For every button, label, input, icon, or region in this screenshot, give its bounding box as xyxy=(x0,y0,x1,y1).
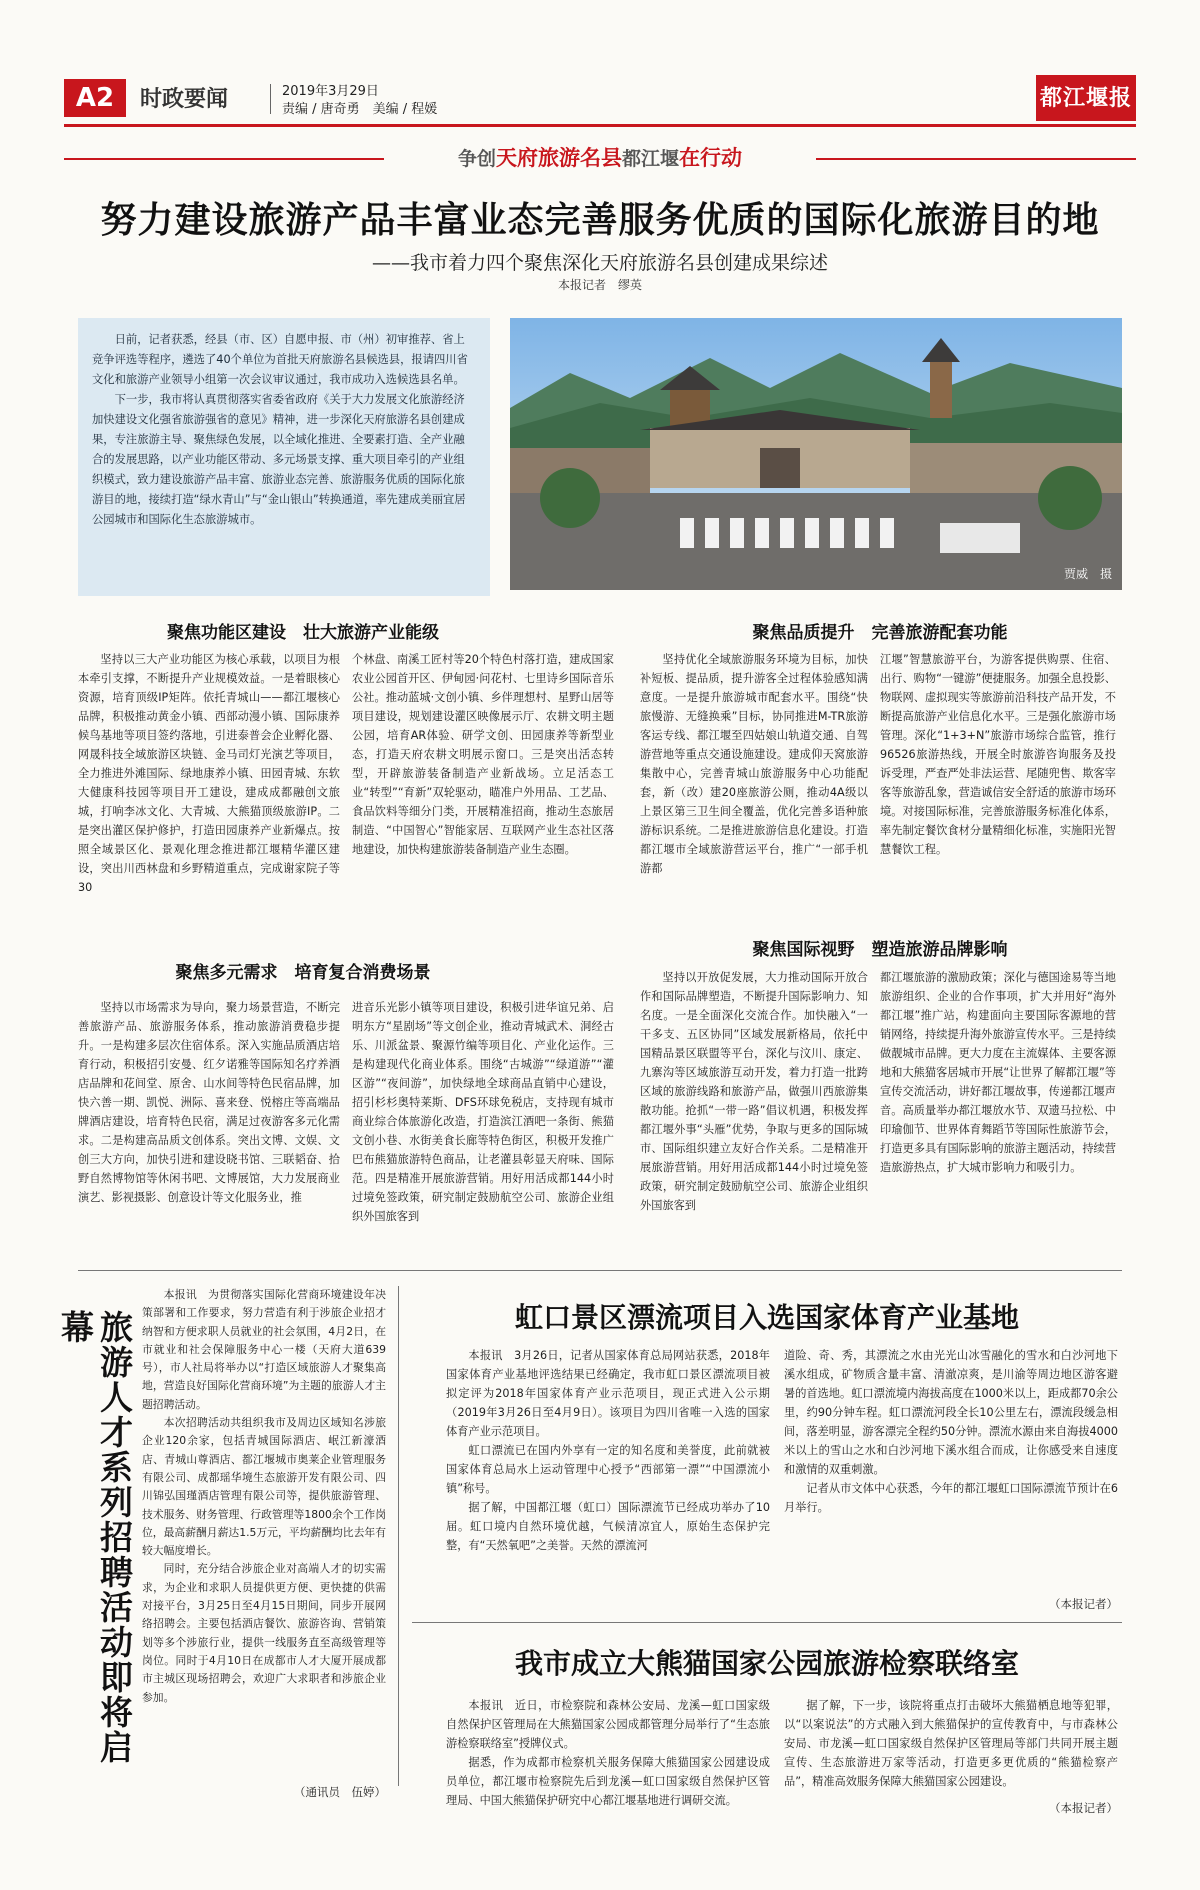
campaign-banner xyxy=(64,142,1136,174)
header-divider xyxy=(270,84,271,114)
section-title: 时政要闻 xyxy=(140,87,229,112)
sidebar-paragraph: 同时，充分结合涉旅企业对高端人才的切实需求，为企业和求职人员提供更方便、更快捷的供需对接平台，3月25日至4月15日期间，同步开展网络招聘会。主要包括酒店餐饮、旅游咨询、营销策划等多个涉旅行业，提供一线服务直至高级管理等岗位。同时于4月10日在成都市人才大厦开展成都市主城区现场招聘会，欢迎广大求职者和涉旅企业参加。 xyxy=(142,1562,386,1704)
section-paragraph: 进音乐光影小镇等项目建设，积极引进华谊兄弟、启明东方“星剧场”等文创企业，推动青城武术、洞经古乐、川派盆景、聚源竹编等项目化、产业化运作。三是构建现代化商业体系。围绕“古城游”“绿道游”“灌区游”“夜间游”，加快绿地全球商品直销中心建设，招引杉杉奥特莱斯、DFS环球免税店，支持现有城市商业综合体旅游化改造，打造滨江酒吧一条街、熊猫文创小巷、水街美食长廊等特色街区，积极开发推广巴布熊猫旅游特色商品，让老灌县彰显天府味、国际范。四是精准开展旅游营销。用好用活成都144小时过境免签政策，研究制定鼓励航空公司、旅游企业组织外国旅客到 xyxy=(352,1001,614,1223)
banner-part-1: 争创 xyxy=(457,148,496,170)
panda-paragraph: 据了解，下一步，该院将重点打击破坏大熊猫栖息地等犯罪，以“以案说法”的方式融入到大熊猫保护的宣传教育中，与市森林公安局、市龙溪—虹口国家级自然保护区管理局等部门共同开展主题宣传、生态旅游进万家等活动，打造更多更优质的“熊猫检察产品”，精准高效服务保障大熊猫国家公园建设。 xyxy=(784,1699,1118,1788)
panda-body-col xyxy=(446,1696,770,1816)
section-body-col xyxy=(640,650,868,920)
banner-text xyxy=(448,142,752,175)
rafting-body-col xyxy=(446,1346,770,1602)
section-body-col xyxy=(640,968,868,1294)
main-subheadline: ——我市着力四个聚焦深化天府旅游名县创建成果综述 xyxy=(371,252,828,274)
banner-line-left xyxy=(64,158,384,160)
newspaper-logo: 都江堰报 xyxy=(1036,75,1136,121)
banner-part-2: 天府旅游名县 xyxy=(496,146,622,170)
news-photo xyxy=(510,318,1122,590)
sidebar-headline: 旅游人才系列招聘活动即将启幕 xyxy=(56,1310,134,1765)
column-divider xyxy=(398,1286,399,1786)
panda-paragraph: 本报讯 近日，市检察院和森林公安局、龙溪—虹口国家级自然保护区管理局在大熊猫国家公园成都管理分局举行了“生态旅游检察联络室”授牌仪式。 xyxy=(446,1699,770,1750)
rafting-credit: （本报记者） xyxy=(1049,1597,1118,1611)
panda-paragraph: 据悉，作为成都市检察机关服务保障大熊猫国家公园建设成员单位，都江堰市检察院先后到龙溪—虹口国家级自然保护区管理局、中国大熊猫保护研究中心都江堰基地进行调研交流。 xyxy=(446,1756,770,1807)
section-heading: 聚焦国际视野 塑造旅游品牌影响 xyxy=(752,940,1008,960)
section-body-col xyxy=(78,998,340,1296)
sidebar-body xyxy=(142,1286,386,1776)
panda-headline: 我市成立大熊猫国家公园旅游检察联络室 xyxy=(514,1647,1019,1680)
section-paragraph: 坚持以开放促发展，大力推动国际开放合作和国际品牌塑造，不断提升国际影响力、知名度。一是全面深化交流合作。加快融入“一干多支、五区协同”区域发展新格局，依托中国精品景区联盟等平台，深化与汶川、康定、九寨沟等区域旅游互动开发，着力打造一批跨区域的旅游线路和旅游产品，做强川西旅游集散功能。抢抓“一带一路”倡议机遇，积极发挥都江堰外事“头雁”优势，争取与更多的国际城市、国际组织建立友好合作关系。二是精准开展旅游营销。用好用活成都144小时过境免签政策，研究制定鼓励航空公司、旅游企业组织外国旅客到 xyxy=(640,971,868,1212)
photo-scene xyxy=(510,318,1122,590)
rafting-body-col xyxy=(784,1346,1118,1602)
rafting-paragraph: 虹口漂流已在国内外享有一定的知名度和美誉度，此前就被国家体育总局水上运动管理中心授予“西部第一漂”“中国漂流小镇”称号。 xyxy=(446,1444,770,1495)
rafting-paragraph: 记者从市文体中心获悉，今年的都江堰虹口国际漂流节预计在6月举行。 xyxy=(784,1482,1118,1514)
rafting-paragraph: 据了解，中国都江堰（虹口）国际漂流节已经成功举办了10届。虹口境内自然环境优越，气候清凉宜人，原始生态保护完整，有“天然氧吧”之美誉。天然的漂流河 xyxy=(446,1501,770,1552)
main-headline: 努力建设旅游产品丰富业态完善服务优质的国际化旅游目的地 xyxy=(100,199,1100,241)
rafting-headline: 虹口景区漂流项目入选国家体育产业基地 xyxy=(514,1301,1019,1334)
sidebar-paragraph: 本次招聘活动共组织我市及周边区域知名涉旅企业120余家，包括青城国际酒店、岷江新濠酒店、青城山尊酒店、都江堰城市奥莱企业管理服务有限公司、成都瑶华境生态旅游开发有限公司、四川锦弘国瑾酒店管理有限公司等，提供旅游管理、技术服务、财务管理、行政管理等1800余个工作岗位，最高薪酬月薪达1.5万元，平均薪酬均比去年有较大幅度增长。 xyxy=(142,1416,386,1558)
divider-rule xyxy=(412,1622,1122,1623)
section-paragraph: 江堰”智慧旅游平台，为游客提供购票、住宿、出行、购物“一键游”便捷服务。加强全息投影、物联网、虚拟现实等旅游前沿科技产品开发，不断提高旅游产业信息化水平。三是强化旅游市场管理。深化“1+3+N”旅游市场综合监管，推行96526旅游热线，开展全时旅游咨询服务及投诉受理，严查严处非法运营、尾随兜售、欺客宰客等旅游乱象，营造诚信安全舒适的旅游市场环境。对接国际标准，完善旅游服务标准化体系，率先制定餐饮食材分量精细化标准，实施阳光智慧餐饮工程。 xyxy=(880,653,1116,856)
header-rule xyxy=(64,124,1136,127)
section-paragraph: 坚持以三大产业功能区为核心承载，以项目为根本牵引支撑，不断提升产业规模效益。一是着眼核心资源，培育顶级IP矩阵。依托青城山——都江堰核心品牌，积极推动黄金小镇、西部动漫小镇、国际康养候鸟基地等项目签约落地，引进泰普会企业孵化器、网晟科技全域旅游区块链、金马司灯光演艺等项目，全力推进外滩国际、绿地康养小镇、田园青城、东软大健康科技园等项目开工建设，建成成都融创文旅城，打响李冰文化、大青城、大熊猫顶级旅游IP。二是突出灌区保护修护，打造田园康养产业新爆点。按照全域景区化、景观化理念推进都江堰精华灌区建设，突出川西林盘和乡野精道重点，完成谢家院子等30 xyxy=(78,653,340,894)
section-paragraph: 个林盘、南溪工匠村等20个特色村落打造，建成国家农业公园首开区、伊甸园·问花村、七里诗乡国际音乐公社。推动蓝城·文创小镇、乡伴理想村、星野山居等项目建设，规划建设灌区映像展示厅、农耕文明主题公园，培育AR体验、研学文创、田园康养等新型业态，打造天府农耕文明展示窗口。三是突出活态转型，开辟旅游装备制造产业新战场。立足活态工业“转型”“育新”双轮驱动，瞄准户外用品、工艺品、食品饮料等细分门类，开展精准招商，推动生态旅居制造、“中国智心”智能家居、互联网产业生态社区落地建设，加快构建旅游装备制造产业生态圈。 xyxy=(352,653,614,856)
rafting-paragraph: 道险、奇、秀，其漂流之水由光光山冰雪融化的雪水和白沙河地下溪水组成，矿物质含量丰富、清澈凉爽，是川渝等周边地区游客避暑的首选地。虹口漂流境内海拔高度在1000米以上，距成都70余公里，约90分钟车程。虹口漂流河段全长10公里左右，漂流段缓急相间，落差明显，游客漂完全程约50分钟。漂流水源由来自海拔4000米以上的雪山之水和白沙河地下溪水组合而成，让你感受来自速度和激情的双重刺激。 xyxy=(784,1349,1118,1476)
lead-paragraph: 日前，记者获悉，经县（市、区）自愿申报、市（州）初审推荐、省上竞争评选等程序，遴选了40个单位为首批天府旅游名县候选县，报请四川省文化和旅游产业领导小组第一次会议审议通过，我市成功入选候选县名单。 xyxy=(92,333,468,386)
section-heading: 聚焦功能区建设 壮大旅游产业能级 xyxy=(167,623,439,643)
section-paragraph: 都江堰旅游的激励政策；深化与德国途易等当地旅游组织、企业的合作事项，扩大并用好“海外都江堰”推广站，构建面向主要国际客源地的营销网络，持续提升海外旅游宣传水平。三是持续做靓城市品牌。更大力度在主流媒体、主要客源地和大熊猫客居城市开展“让世界了解都江堰”等宣传交流活动，讲好都江堰故事，传递都江堰声音。高质量举办都江堰放水节、双遗马拉松、中印瑜伽节、世界体育舞蹈节等国际性旅游节会，打造更多具有国际影响的旅游主题活动，持续营造旅游热点，扩大城市影响力和吸引力。 xyxy=(880,971,1116,1174)
section-body-col xyxy=(78,650,340,920)
rafting-paragraph: 本报讯 3月26日，记者从国家体育总局网站获悉，2018年国家体育产业基地评选结果已经确定，我市虹口景区漂流项目被拟定评为2018年国家体育产业示范项目，现正式进入公示期（2019年3月26日至4月9日）。该项目为四川省唯一入选的国家体育产业示范项目。 xyxy=(446,1349,770,1438)
banner-line-right xyxy=(816,158,1136,160)
divider-rule xyxy=(78,1270,1122,1271)
section-heading: 聚焦品质提升 完善旅游配套功能 xyxy=(752,623,1008,643)
lead-paragraph: 下一步，我市将认真贯彻落实省委省政府《关于大力发展文化旅游经济加快建设文化强省旅游强省的意见》精神，进一步深化天府旅游名县创建成果，专注旅游主导、聚焦绿色发展，以全域化推进、全要素打造、全产业融合的发展思路，以产业功能区带动、多元场景支撑、重大项目牵引的产业组织模式，致力建设旅游产品丰富、旅游业态完善、旅游服务优质的国际化旅游目的地，接续打造“绿水青山”与“金山银山”转换通道，率先建成美丽宜居公园城市和国际化生态旅游城市。 xyxy=(92,393,466,526)
editors-credit: 责编 / 唐奇勇 美编 / 程媛 xyxy=(282,102,438,117)
section-heading: 聚焦多元需求 培育复合消费场景 xyxy=(175,963,431,983)
section-paragraph: 坚持优化全域旅游服务环境为目标，加快补短板、提品质，提升游客全过程体验感知满意度。一是提升旅游城市配套水平。围绕“快旅慢游、无缝换乘”目标，协同推进M-TR旅游客运专线、都江堰至四姑娘山轨道交通、自驾游营地等重点交通设施建设。建成仰天窝旅游集散中心，完善青城山旅游服务中心功能配套，新（改）建20座旅游公厕，推动4A级以上景区第三卫生间全覆盖，优化完善多语种旅游标识系统。二是推进旅游信息化建设。打造都江堰市全域旅游营运平台，推广“一部手机游都 xyxy=(640,653,868,875)
lead-box xyxy=(78,318,490,596)
sidebar-credit: （通讯员 伍婷） xyxy=(294,1785,386,1799)
issue-date: 2019年3月29日 xyxy=(282,84,379,99)
main-byline: 本报记者 缪英 xyxy=(557,278,642,292)
photo-credit: 贾威 摄 xyxy=(1063,567,1112,581)
section-body-col xyxy=(352,650,614,920)
page-code: A2 xyxy=(64,79,126,117)
section-body-col xyxy=(880,968,1116,1294)
section-body-col xyxy=(880,650,1116,920)
panda-credit: （本报记者） xyxy=(1049,1801,1118,1815)
sidebar-paragraph: 本报讯 为贯彻落实国际化营商环境建设年决策部署和工作要求，努力营造有利于涉旅企业招才纳智和方便求职人员就业的社会氛围，4月2日，在市就业和社会保障服务中心一楼（天府大道639号），市人社局将举办以“打造区域旅游人才聚集高地，营造良好国际化营商环境”为主题的旅游人才主题招聘活动。 xyxy=(142,1288,386,1411)
banner-part-3: 都江堰 xyxy=(622,148,680,170)
section-paragraph: 坚持以市场需求为导向，聚力场景营造，不断完善旅游产品、旅游服务体系，推动旅游消费稳步提升。一是构建多层次住宿体系。深入实施品质酒店培育行动，积极招引安曼、红夕诺雅等国际知名疗养酒店品牌和花间堂、原舍、山水间等特色民宿品牌，加快六善一期、凯悦、洲际、喜来登、悦榕庄等高端品牌酒店建设，培育特色民宿，满足过夜游客多元化需求。二是构建高品质文创体系。突出文博、文娱、文创三大方向，加快引进和建设晓书馆、三联韬奋、拾野自然博物馆等休闲书吧、文博展馆，大力发展商业演艺、影视摄影、创意设计等文化服务业，推 xyxy=(78,1001,340,1204)
section-body-col xyxy=(352,998,614,1296)
panda-body-col xyxy=(784,1696,1118,1796)
banner-part-4: 在行动 xyxy=(679,146,743,170)
